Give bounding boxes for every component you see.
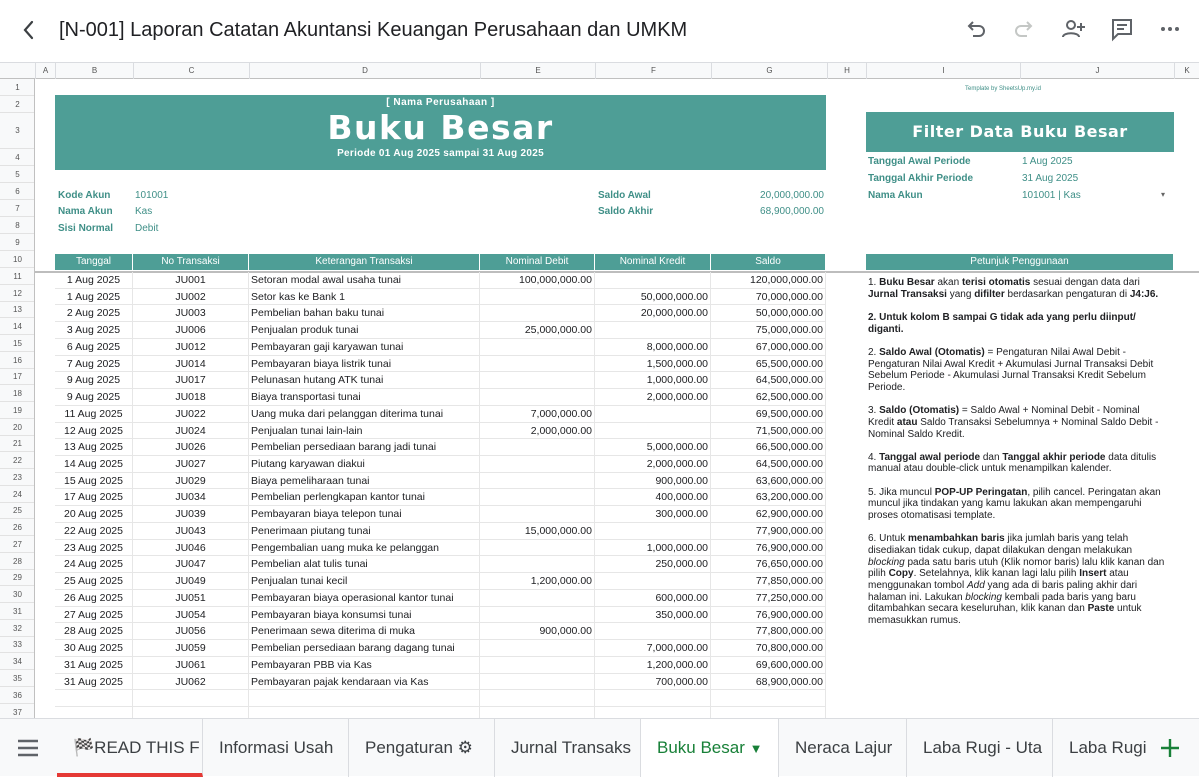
tab-informasi-usaha[interactable]: Informasi Usah — [203, 719, 349, 777]
row-header[interactable]: 30 — [0, 586, 35, 603]
tanggal-cell[interactable]: 15 Aug 2025 — [55, 473, 133, 489]
table-row — [55, 339, 826, 356]
saldo-cell[interactable]: 77,900,000.00 — [711, 523, 826, 539]
row-header[interactable]: 18 — [0, 385, 35, 402]
column-header[interactable]: A — [35, 63, 55, 79]
row-header[interactable]: 21 — [0, 436, 35, 452]
no-transaksi-cell[interactable]: JU002 — [133, 289, 249, 305]
debit-cell[interactable] — [480, 607, 595, 623]
debit-cell[interactable] — [480, 372, 595, 388]
row-header[interactable]: 28 — [0, 553, 35, 570]
tanggal-cell[interactable]: 27 Aug 2025 — [55, 607, 133, 623]
saldo-cell[interactable]: 69,600,000.00 — [711, 657, 826, 673]
more-icon[interactable] — [1155, 14, 1185, 44]
kredit-cell[interactable] — [595, 423, 711, 439]
guide-header: Petunjuk Penggunaan — [866, 254, 1174, 270]
table-row — [55, 456, 826, 473]
filter-awal-label: Tanggal Awal Periode — [868, 156, 971, 167]
row-header[interactable]: 17 — [0, 369, 35, 385]
row-header[interactable]: 2 — [0, 96, 35, 113]
kredit-cell[interactable] — [595, 322, 711, 338]
report-period: Periode 01 Aug 2025 sampai 31 Aug 2025 — [337, 148, 544, 159]
undo-icon[interactable] — [961, 14, 991, 44]
row-header[interactable]: 27 — [0, 536, 35, 553]
table-row — [55, 523, 826, 540]
tab-laba-rugi-utama[interactable]: Laba Rugi - Uta — [907, 719, 1053, 777]
tanggal-cell[interactable]: 31 Aug 2025 — [55, 657, 133, 673]
no-transaksi-cell[interactable]: JU014 — [133, 356, 249, 372]
no-transaksi-cell[interactable]: JU046 — [133, 540, 249, 556]
no-transaksi-cell[interactable]: JU012 — [133, 339, 249, 355]
debit-cell[interactable] — [480, 707, 595, 718]
table-row — [55, 439, 826, 456]
sheet-tab-bar — [0, 718, 1199, 776]
saldo-cell[interactable]: 66,500,000.00 — [711, 439, 826, 455]
row-header[interactable]: 7 — [0, 200, 35, 217]
tanggal-cell[interactable]: 28 Aug 2025 — [55, 623, 133, 639]
tab-buku-besar[interactable]: Buku Besar ▼ — [641, 719, 779, 777]
row-header[interactable]: 34 — [0, 653, 35, 670]
saldo-cell[interactable]: 67,000,000.00 — [711, 339, 826, 355]
keterangan-cell[interactable]: Pembayaran biaya konsumsi tunai — [249, 607, 480, 623]
tanggal-cell[interactable]: 3 Aug 2025 — [55, 322, 133, 338]
no-transaksi-cell[interactable]: JU018 — [133, 389, 249, 405]
table-row — [55, 272, 826, 289]
debit-cell[interactable] — [480, 489, 595, 505]
row-header[interactable]: 8 — [0, 217, 35, 234]
no-transaksi-cell[interactable]: JU001 — [133, 272, 249, 288]
row-header[interactable]: 13 — [0, 302, 35, 318]
no-transaksi-cell[interactable]: JU026 — [133, 439, 249, 455]
kredit-cell[interactable] — [595, 523, 711, 539]
gear-icon: ⚙ — [457, 738, 473, 757]
template-credit: Template by SheetsUp.my.id — [965, 86, 1041, 92]
spreadsheet-grid[interactable] — [35, 79, 1199, 718]
keterangan-cell[interactable]: Pembayaran PBB via Kas — [249, 657, 480, 673]
kredit-cell[interactable]: 1,200,000.00 — [595, 657, 711, 673]
tab-dropdown-icon[interactable]: ▼ — [749, 741, 763, 756]
debit-cell[interactable]: 900,000.00 — [480, 623, 595, 639]
tanggal-cell[interactable]: 2 Aug 2025 — [55, 305, 133, 321]
kredit-cell[interactable]: 5,000,000.00 — [595, 439, 711, 455]
keterangan-cell[interactable]: Penjualan produk tunai — [249, 322, 480, 338]
column-header[interactable]: J — [1020, 63, 1174, 79]
saldo-cell[interactable]: 50,000,000.00 — [711, 305, 826, 321]
debit-cell[interactable] — [480, 640, 595, 656]
table-row — [55, 690, 826, 707]
kredit-cell[interactable]: 1,000,000.00 — [595, 372, 711, 388]
keterangan-cell[interactable]: Pembayaran biaya telepon tunai — [249, 506, 480, 522]
table-row — [55, 674, 826, 691]
kredit-cell[interactable]: 2,000,000.00 — [595, 456, 711, 472]
tanggal-cell[interactable]: 9 Aug 2025 — [55, 372, 133, 388]
row-header[interactable]: 29 — [0, 570, 35, 586]
kredit-cell[interactable]: 8,000,000.00 — [595, 339, 711, 355]
debit-cell[interactable] — [480, 674, 595, 690]
no-transaksi-cell[interactable]: JU034 — [133, 489, 249, 505]
back-arrow-icon[interactable] — [17, 17, 41, 43]
flag-icon: 🏁 — [73, 738, 95, 757]
kredit-cell[interactable] — [595, 573, 711, 589]
no-transaksi-cell[interactable]: JU024 — [133, 423, 249, 439]
document-title: [N-001] Laporan Catatan Akuntansi Keuangan Perusahaan dan UMKM — [59, 19, 688, 41]
kredit-cell[interactable]: 350,000.00 — [595, 607, 711, 623]
tanggal-cell[interactable]: 13 Aug 2025 — [55, 439, 133, 455]
tanggal-cell[interactable]: 12 Aug 2025 — [55, 423, 133, 439]
all-sheets-menu-icon[interactable] — [14, 737, 42, 759]
keterangan-cell[interactable]: Pembayaran pajak kendaraan via Kas — [249, 674, 480, 690]
filter-akun-label: Nama Akun — [868, 190, 923, 201]
tanggal-cell[interactable]: 22 Aug 2025 — [55, 523, 133, 539]
column-header[interactable]: K — [1174, 63, 1199, 79]
kredit-cell[interactable]: 2,000,000.00 — [595, 389, 711, 405]
keterangan-cell[interactable]: Pelunasan hutang ATK tunai — [249, 372, 480, 388]
tanggal-cell[interactable]: 23 Aug 2025 — [55, 540, 133, 556]
tanggal-cell[interactable]: 14 Aug 2025 — [55, 456, 133, 472]
row-header[interactable]: 9 — [0, 234, 35, 251]
column-header[interactable]: F — [595, 63, 711, 79]
header-tanggal: Tanggal — [55, 254, 133, 270]
no-transaksi-cell[interactable]: JU054 — [133, 607, 249, 623]
no-transaksi-cell[interactable]: JU047 — [133, 556, 249, 572]
saldo-cell[interactable]: 63,200,000.00 — [711, 489, 826, 505]
debit-cell[interactable] — [480, 389, 595, 405]
row-header[interactable]: 37 — [0, 704, 35, 718]
saldo-cell[interactable]: 77,850,000.00 — [711, 573, 826, 589]
saldo-cell[interactable]: 120,000,000.00 — [711, 272, 826, 288]
saldo-cell[interactable]: 77,250,000.00 — [711, 590, 826, 606]
tanggal-cell[interactable] — [55, 707, 133, 718]
kredit-cell[interactable] — [595, 272, 711, 288]
saldo-awal-label: Saldo Awal — [598, 190, 651, 201]
tanggal-cell[interactable]: 20 Aug 2025 — [55, 506, 133, 522]
keterangan-cell[interactable]: Pembelian bahan baku tunai — [249, 305, 480, 321]
row-header[interactable]: 26 — [0, 519, 35, 536]
column-header-bar — [0, 62, 1199, 79]
keterangan-cell[interactable]: Penjualan tunai lain-lain — [249, 423, 480, 439]
no-transaksi-cell[interactable]: JU061 — [133, 657, 249, 673]
kredit-cell[interactable]: 1,500,000.00 — [595, 356, 711, 372]
filter-akun-dropdown[interactable]: 101001 | Kas — [1022, 190, 1081, 201]
tab-laba-rugi[interactable]: Laba Rugi — [1069, 738, 1147, 757]
row-header[interactable]: 20 — [0, 419, 35, 436]
column-header[interactable]: C — [133, 63, 249, 79]
tanggal-cell[interactable]: 11 Aug 2025 — [55, 406, 133, 422]
keterangan-cell[interactable]: Pembelian perlengkapan kantor tunai — [249, 489, 480, 505]
header-kredit: Nominal Kredit — [595, 254, 711, 270]
debit-cell[interactable] — [480, 540, 595, 556]
column-header[interactable]: H — [827, 63, 866, 79]
no-transaksi-cell[interactable]: JU056 — [133, 623, 249, 639]
column-header[interactable]: E — [480, 63, 595, 79]
table-row — [55, 322, 826, 339]
table-row — [55, 406, 826, 423]
kredit-cell[interactable]: 50,000,000.00 — [595, 289, 711, 305]
keterangan-cell[interactable]: Setor kas ke Bank 1 — [249, 289, 480, 305]
table-row — [55, 590, 826, 607]
tab-neraca-lajur[interactable]: Neraca Lajur — [779, 719, 907, 777]
table-row — [55, 372, 826, 389]
no-transaksi-cell[interactable]: JU051 — [133, 590, 249, 606]
saldo-cell[interactable]: 71,500,000.00 — [711, 423, 826, 439]
header-saldo: Saldo — [711, 254, 826, 270]
table-row — [55, 489, 826, 506]
header-debit: Nominal Debit — [480, 254, 595, 270]
table-row — [55, 389, 826, 406]
kredit-cell[interactable] — [595, 690, 711, 706]
row-header[interactable]: 12 — [0, 285, 35, 302]
kredit-cell[interactable] — [595, 406, 711, 422]
debit-cell[interactable]: 100,000,000.00 — [480, 272, 595, 288]
debit-cell[interactable] — [480, 690, 595, 706]
redo-icon[interactable] — [1009, 14, 1039, 44]
row-header[interactable]: 14 — [0, 318, 35, 335]
no-transaksi-cell[interactable]: JU062 — [133, 674, 249, 690]
kode-akun-value[interactable]: 101001 — [135, 190, 169, 201]
table-row — [55, 657, 826, 674]
keterangan-cell[interactable]: Pembayaran biaya listrik tunai — [249, 356, 480, 372]
header-no-transaksi: No Transaksi — [133, 254, 249, 270]
column-header[interactable]: G — [711, 63, 827, 79]
no-transaksi-cell[interactable] — [133, 707, 249, 718]
table-row — [55, 540, 826, 557]
saldo-awal-value[interactable]: 20,000,000.00 — [760, 190, 824, 201]
company-name: [ Nama Perusahaan ] — [386, 97, 495, 108]
keterangan-cell[interactable]: Pembayaran biaya operasional kantor tunai — [249, 590, 480, 606]
debit-cell[interactable] — [480, 657, 595, 673]
column-header[interactable]: B — [55, 63, 133, 79]
kredit-cell[interactable] — [595, 707, 711, 718]
table-row — [55, 356, 826, 373]
table-row — [55, 423, 826, 440]
keterangan-cell[interactable]: Pembayaran gaji karyawan tunai — [249, 339, 480, 355]
no-transaksi-cell[interactable]: JU017 — [133, 372, 249, 388]
debit-cell[interactable] — [480, 506, 595, 522]
kredit-cell[interactable]: 400,000.00 — [595, 489, 711, 505]
row-header[interactable]: 24 — [0, 486, 35, 503]
table-row — [55, 623, 826, 640]
tanggal-cell[interactable]: 6 Aug 2025 — [55, 339, 133, 355]
filter-awal-value[interactable]: 1 Aug 2025 — [1022, 156, 1073, 167]
saldo-cell[interactable]: 69,500,000.00 — [711, 406, 826, 422]
tanggal-cell[interactable]: 24 Aug 2025 — [55, 556, 133, 572]
kredit-cell[interactable]: 700,000.00 — [595, 674, 711, 690]
saldo-akhir-label: Saldo Akhir — [598, 206, 654, 217]
saldo-cell[interactable]: 63,600,000.00 — [711, 473, 826, 489]
table-row — [55, 305, 826, 322]
row-header[interactable]: 3 — [0, 113, 35, 149]
tab-read-this[interactable]: 🏁READ THIS F — [57, 719, 203, 777]
row-header[interactable]: 32 — [0, 620, 35, 637]
tanggal-cell[interactable] — [55, 690, 133, 706]
usage-guide: 1. Buku Besar akan terisi otomatis sesuai dengan data dari Jurnal Transaksi yang difilter berdasarkan pengaturan di J4:J6. 2. Untuk kolom B sampai G tidak ada yang perlu diinput/ diganti. 2. Saldo Awal (Otomatis) = Pengaturan Nilai Awal Debit - Pengaturan Nilai Awal Kredit + Akumulasi Jurnal Transaksi Debit Sebelum Periode - Akumulasi Jurnal Transaksi Kredit Sebelum Periode. 3. Saldo (Otomatis) = Saldo Awal + Nominal Debit - Nominal Kredit atau Saldo Transaksi Sebelumnya + Nominal Saldo Debit - Nominal Saldo Kredit. 4. Tanggal awal periode dan Tanggal akhir periode data ditulis manual atau double-click untuk menampilkan kalender. 5. Jika muncul POP-UP Peringatan, pilih cancel. Peringatan akan muncul jika tindakan yang kamu lakukan akan mempengaruhi proses otomatisasi template. 6. Untuk menambahkan baris jika jumlah baris yang telah disediakan tidak cukup, dapat dilakukan dengan melakukan blocking pada satu baris utuh (Klik nomor baris) lalu klik kanan dan pilih Copy. Setelahnya, klik kanan lagi lalu pilih Insert atau menggunakan tombol Add yang ada di baris paling akhir dari halaman ini. Lakukan blocking kembali pada baris yang baru ditambahkan secara keseluruhan, klik kanan dan Paste untuk memasukkan rumus. — [868, 277, 1165, 627]
tanggal-cell[interactable]: 7 Aug 2025 — [55, 356, 133, 372]
keterangan-cell[interactable]: Pembelian alat tulis tunai — [249, 556, 480, 572]
row-header[interactable]: 1 — [0, 79, 35, 96]
debit-cell[interactable] — [480, 305, 595, 321]
tanggal-cell[interactable]: 17 Aug 2025 — [55, 489, 133, 505]
debit-cell[interactable] — [480, 456, 595, 472]
row-header[interactable]: 16 — [0, 352, 35, 369]
keterangan-cell[interactable] — [249, 707, 480, 718]
tab-jurnal-transaksi[interactable]: Jurnal Transaks — [495, 719, 641, 777]
row-header[interactable]: 35 — [0, 670, 35, 687]
no-transaksi-cell[interactable]: JU027 — [133, 456, 249, 472]
tanggal-cell[interactable]: 31 Aug 2025 — [55, 674, 133, 690]
keterangan-cell[interactable]: Penerimaan piutang tunai — [249, 523, 480, 539]
kredit-cell[interactable]: 900,000.00 — [595, 473, 711, 489]
row-header[interactable]: 22 — [0, 452, 35, 469]
no-transaksi-cell[interactable] — [133, 690, 249, 706]
no-transaksi-cell[interactable]: JU043 — [133, 523, 249, 539]
no-transaksi-cell[interactable]: JU049 — [133, 573, 249, 589]
table-row — [55, 607, 826, 624]
report-banner — [55, 95, 826, 170]
kredit-cell[interactable]: 250,000.00 — [595, 556, 711, 572]
saldo-cell[interactable] — [711, 690, 826, 706]
row-header[interactable]: 25 — [0, 503, 35, 519]
keterangan-cell[interactable]: Setoran modal awal usaha tunai — [249, 272, 480, 288]
row-header[interactable]: 15 — [0, 335, 35, 352]
tanggal-cell[interactable]: 1 Aug 2025 — [55, 289, 133, 305]
nama-akun-label: Nama Akun — [58, 206, 113, 217]
table-row — [55, 506, 826, 523]
add-sheet-icon[interactable] — [1158, 736, 1182, 760]
saldo-cell[interactable]: 76,900,000.00 — [711, 540, 826, 556]
debit-cell[interactable] — [480, 289, 595, 305]
keterangan-cell[interactable]: Uang muka dari pelanggan diterima tunai — [249, 406, 480, 422]
kredit-cell[interactable] — [595, 623, 711, 639]
table-row — [55, 556, 826, 573]
keterangan-cell[interactable]: Piutang karyawan diakui — [249, 456, 480, 472]
row-header[interactable]: 19 — [0, 402, 35, 419]
filter-akhir-label: Tanggal Akhir Periode — [868, 173, 974, 184]
no-transaksi-cell[interactable]: JU003 — [133, 305, 249, 321]
keterangan-cell[interactable]: Penerimaan sewa diterima di muka — [249, 623, 480, 639]
row-header[interactable]: 31 — [0, 603, 35, 620]
debit-cell[interactable] — [480, 590, 595, 606]
row-header[interactable]: 33 — [0, 637, 35, 653]
row-header[interactable]: 6 — [0, 183, 35, 200]
kredit-cell[interactable]: 600,000.00 — [595, 590, 711, 606]
saldo-cell[interactable] — [711, 707, 826, 718]
debit-cell[interactable]: 1,200,000.00 — [480, 573, 595, 589]
report-title: Buku Besar — [327, 108, 554, 147]
table-row — [55, 473, 826, 490]
saldo-cell[interactable]: 70,800,000.00 — [711, 640, 826, 656]
row-header[interactable]: 10 — [0, 251, 35, 268]
tanggal-cell[interactable]: 26 Aug 2025 — [55, 590, 133, 606]
row-header[interactable]: 4 — [0, 149, 35, 166]
add-person-icon[interactable] — [1058, 14, 1088, 44]
dropdown-arrow-icon[interactable]: ▾ — [1161, 190, 1166, 199]
debit-cell[interactable]: 15,000,000.00 — [480, 523, 595, 539]
keterangan-cell[interactable]: Biaya transportasi tunai — [249, 389, 480, 405]
no-transaksi-cell[interactable]: JU039 — [133, 506, 249, 522]
saldo-akhir-value[interactable]: 68,900,000.00 — [760, 206, 824, 217]
saldo-cell[interactable]: 65,500,000.00 — [711, 356, 826, 372]
keterangan-cell[interactable]: Penjualan tunai kecil — [249, 573, 480, 589]
debit-cell[interactable]: 7,000,000.00 — [480, 406, 595, 422]
keterangan-cell[interactable]: Pengembalian uang muka ke pelanggan — [249, 540, 480, 556]
kredit-cell[interactable]: 1,000,000.00 — [595, 540, 711, 556]
saldo-cell[interactable]: 64,500,000.00 — [711, 372, 826, 388]
saldo-cell[interactable]: 75,000,000.00 — [711, 322, 826, 338]
keterangan-cell[interactable] — [249, 690, 480, 706]
row-header-bar — [0, 79, 35, 718]
sisi-normal-label: Sisi Normal — [58, 223, 114, 234]
tanggal-cell[interactable]: 1 Aug 2025 — [55, 272, 133, 288]
saldo-cell[interactable]: 62,900,000.00 — [711, 506, 826, 522]
select-all-corner[interactable] — [0, 63, 35, 79]
kredit-cell[interactable]: 300,000.00 — [595, 506, 711, 522]
debit-cell[interactable] — [480, 339, 595, 355]
saldo-cell[interactable]: 76,650,000.00 — [711, 556, 826, 572]
kode-akun-label: Kode Akun — [58, 190, 111, 201]
kredit-cell[interactable]: 20,000,000.00 — [595, 305, 711, 321]
debit-cell[interactable]: 25,000,000.00 — [480, 322, 595, 338]
no-transaksi-cell[interactable]: JU059 — [133, 640, 249, 656]
saldo-cell[interactable]: 76,900,000.00 — [711, 607, 826, 623]
top-bar — [0, 0, 1199, 62]
row-header[interactable]: 23 — [0, 469, 35, 486]
row-header[interactable]: 11 — [0, 268, 35, 285]
table-row — [55, 707, 826, 718]
table-row — [55, 289, 826, 306]
saldo-cell[interactable]: 64,500,000.00 — [711, 456, 826, 472]
table-row — [55, 640, 826, 657]
sisi-normal-value[interactable]: Debit — [135, 223, 159, 234]
column-header[interactable]: D — [249, 63, 480, 79]
column-header[interactable]: I — [866, 63, 1020, 79]
kredit-cell[interactable]: 7,000,000.00 — [595, 640, 711, 656]
saldo-cell[interactable]: 68,900,000.00 — [711, 674, 826, 690]
tanggal-cell[interactable]: 25 Aug 2025 — [55, 573, 133, 589]
debit-cell[interactable] — [480, 439, 595, 455]
debit-cell[interactable] — [480, 473, 595, 489]
keterangan-cell[interactable]: Biaya pemeliharaan tunai — [249, 473, 480, 489]
no-transaksi-cell[interactable]: JU029 — [133, 473, 249, 489]
debit-cell[interactable] — [480, 356, 595, 372]
tanggal-cell[interactable]: 9 Aug 2025 — [55, 389, 133, 405]
saldo-cell[interactable]: 62,500,000.00 — [711, 389, 826, 405]
filter-akhir-value[interactable]: 31 Aug 2025 — [1022, 173, 1079, 184]
comment-icon[interactable] — [1107, 14, 1137, 44]
row-header[interactable]: 36 — [0, 687, 35, 704]
debit-cell[interactable] — [480, 556, 595, 572]
no-transaksi-cell[interactable]: JU022 — [133, 406, 249, 422]
nama-akun-value[interactable]: Kas — [135, 206, 153, 217]
table-row — [55, 573, 826, 590]
saldo-cell[interactable]: 77,800,000.00 — [711, 623, 826, 639]
no-transaksi-cell[interactable]: JU006 — [133, 322, 249, 338]
header-keterangan: Keterangan Transaksi — [249, 254, 480, 270]
tanggal-cell[interactable]: 30 Aug 2025 — [55, 640, 133, 656]
row-header[interactable]: 5 — [0, 166, 35, 183]
keterangan-cell[interactable]: Pembelian persediaan barang jadi tunai — [249, 439, 480, 455]
debit-cell[interactable]: 2,000,000.00 — [480, 423, 595, 439]
saldo-cell[interactable]: 70,000,000.00 — [711, 289, 826, 305]
filter-title: Filter Data Buku Besar — [866, 112, 1174, 152]
keterangan-cell[interactable]: Pembelian persediaan barang dagang tunai — [249, 640, 480, 656]
tab-pengaturan[interactable]: Pengaturan ⚙ — [349, 719, 495, 777]
